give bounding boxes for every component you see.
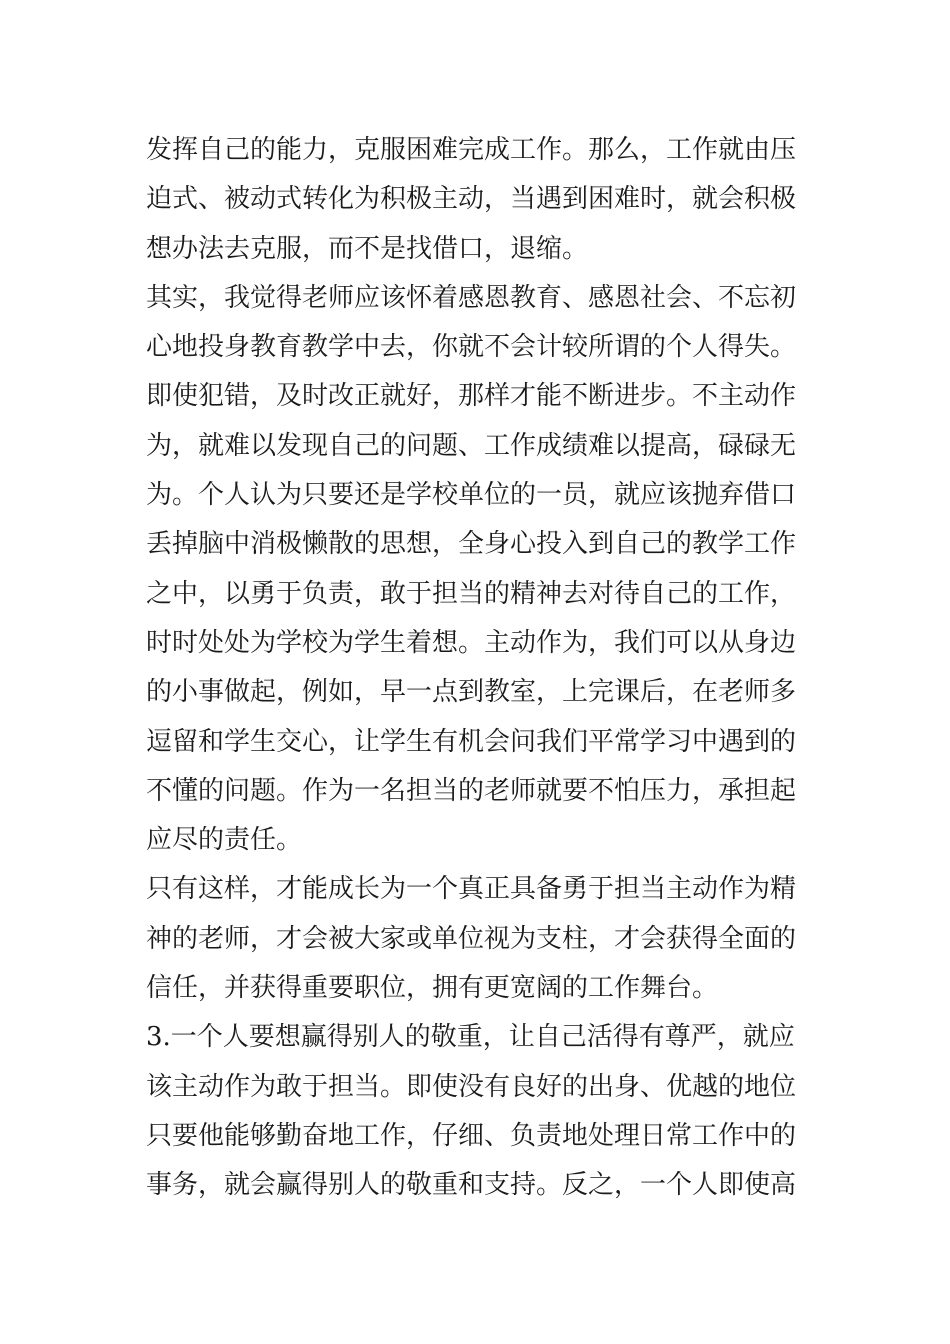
text-line: 想办法去克服，而不是找借口，退缩。 — [146, 233, 589, 264]
text-line: 之中，以勇于负责，敢于担当的精神去对待自己的工作， — [146, 578, 797, 609]
text-line: 其实，我觉得老师应该怀着感恩教育、感恩社会、不忘初 — [146, 282, 797, 313]
text-line: 应尽的责任。 — [146, 825, 303, 856]
text-line: 3.一个人要想赢得别人的敬重，让自己活得有尊严，就应 — [146, 1022, 795, 1053]
text-line: 丢掉脑中消极懒散的思想，全身心投入到自己的教学工作 — [146, 529, 797, 560]
text-line: 为。个人认为只要还是学校单位的一员，就应该抛弃借口 — [146, 480, 797, 511]
text-line: 只有这样，才能成长为一个真正具备勇于担当主动作为精 — [146, 874, 797, 905]
text-line: 该主动作为敢于担当。即使没有良好的出身、优越的地位 — [146, 1071, 797, 1102]
text-line: 神的老师，才会被大家或单位视为支柱，才会获得全面的 — [146, 923, 797, 954]
text-line: 发挥自己的能力，克服困难完成工作。那么，工作就由压 — [146, 135, 797, 165]
text-line: 时时处处为学校为学生着想。主动作为，我们可以从身边 — [146, 627, 797, 658]
text-line: 的小事做起，例如，早一点到教室，上完课后，在老师多 — [146, 677, 797, 708]
text-line: 信任，并获得重要职位，拥有更宽阔的工作舞台。 — [146, 973, 719, 1004]
text-line: 为，就难以发现自己的问题、工作成绩难以提高，碌碌无 — [146, 430, 797, 461]
text-line: 心地投身教育教学中去，你就不会计较所谓的个人得失。 — [146, 332, 797, 363]
text-line: 不懂的问题。作为一名担当的老师就要不怕压力，承担起 — [146, 775, 797, 806]
text-line: 迫式、被动式转化为积极主动，当遇到困难时，就会积极 — [146, 184, 797, 215]
text-line: 逗留和学生交心，让学生有机会问我们平常学习中遇到的 — [146, 726, 797, 757]
text-line: 即使犯错，及时改正就好，那样才能不断进步。不主动作 — [146, 381, 797, 412]
body-text — [146, 126, 810, 1211]
text-line: 事务，就会赢得别人的敬重和支持。反之，一个人即使高 — [146, 1170, 797, 1201]
text-line: 只要他能够勤奋地工作，仔细、负责地处理日常工作中的 — [146, 1120, 797, 1151]
